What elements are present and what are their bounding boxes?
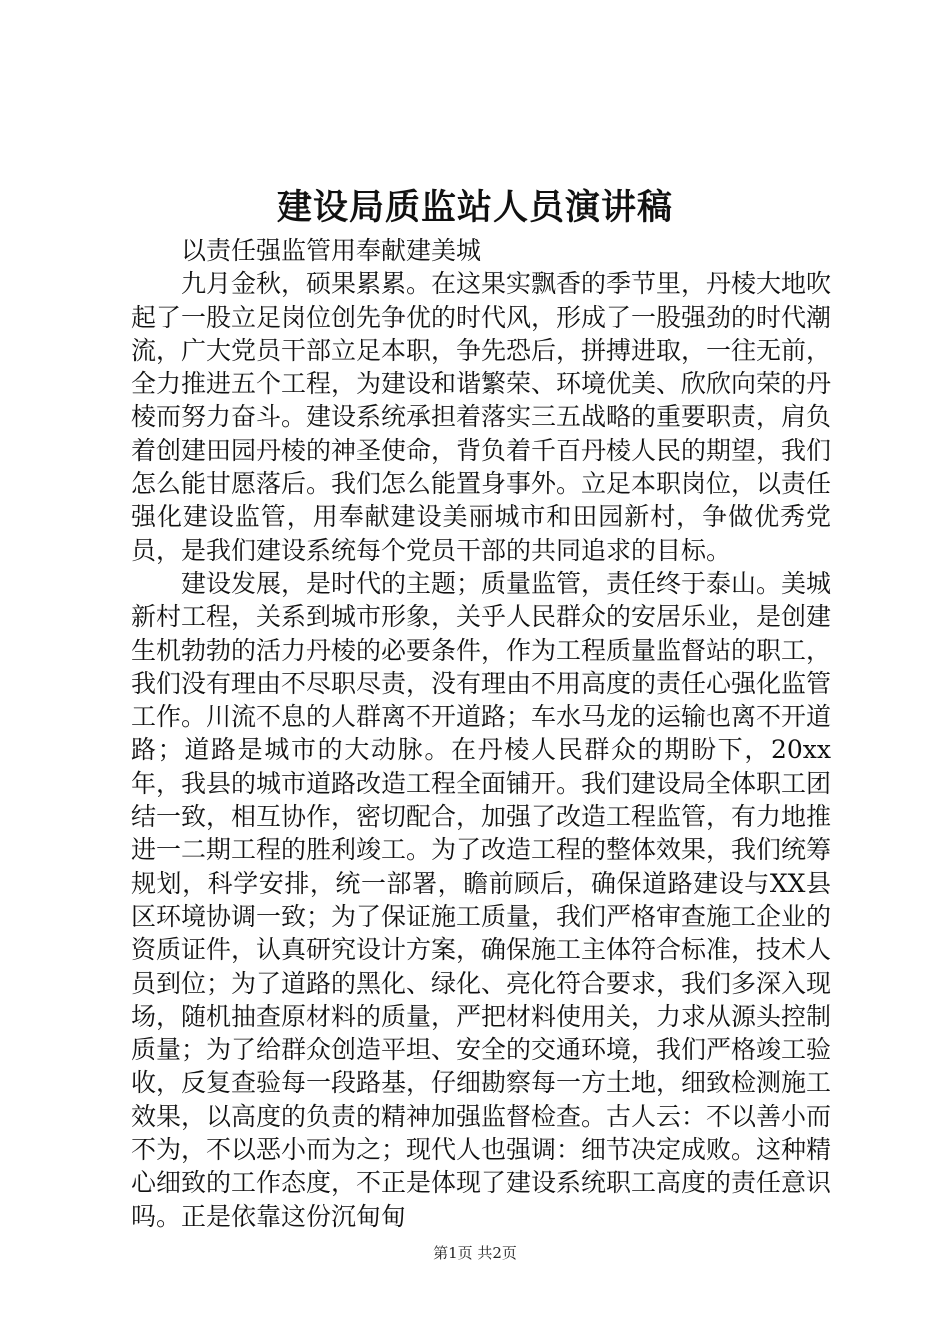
document-title: 建设局质监站人员演讲稿: [276, 188, 673, 228]
body-paragraph-1: 九月金秋，硕果累累。在这果实飘香的季节里，丹棱大地吹起了一股立足岗位创先争优的时代风，形成了一股强劲的时代潮流，广大党员干部立足本职，争先恐后，拼搏进取，一往无前，全力推进五个工程，为建设和谐繁荣、环境优美、欣欣向荣的丹棱而努力奋斗。建设系统承担着落实三五战略的重要职责，肩负着创建田园丹棱的神圣使命，背负着千百丹棱人民的期望，我们怎么能甘愿落后。我们怎么能置身事外。立足本职岗位，以责任强化建设监管，用奉献建设美丽城市和田园新村，争做优秀党员，是我们建设系统每个党员干部的共同追求的目标。: [131, 269, 832, 565]
subtitle-paragraph: 以责任强监管用奉献建美城: [181, 236, 482, 265]
document-body: [131, 234, 831, 1233]
body-paragraph-2: 建设发展，是时代的主题；质量监管，责任终于泰山。美城新村工程，关系到城市形象，关乎人民群众的安居乐业，是创建生机勃勃的活力丹棱的必要条件，作为工程质量监督站的职工，我们没有理由不尽职尽责，没有理由不用高度的责任心强化监管工作。川流不息的人群离不开道路；车水马龙的运输也离不开道路；道路是城市的大动脉。在丹棱人民群众的期盼下，20xx年，我县的城市道路改造工程全面铺开。我们建设局全体职工团结一致，相互协作，密切配合，加强了改造工程监管，有力地推进一二期工程的胜利竣工。为了改造工程的整体效果，我们统筹规划，科学安排，统一部署，瞻前顾后，确保道路建设与XX县区环境协调一致；为了保证施工质量，我们严格审查施工企业的资质证件，认真研究设计方案，确保施工主体符合标准，技术人员到位；为了道路的黑化、绿化、亮化符合要求，我们多深入现场，随机抽查原材料的质量，严把材料使用关，力求从源头控制质量；为了给群众创造平坦、安全的交通环境，我们严格竣工验收，反复查验每一段路基，仔细勘察每一方土地，细致检测施工效果，以高度的负责的精神加强监督检查。古人云：不以善小而不为，不以恶小而为之；现代人也强调：细节决定成败。这种精心细致的工作态度，不正是体现了建设系统职工高度的责任意识吗。正是依靠这份沉甸甸: [131, 568, 832, 1231]
page-number-footer: 第1页 共2页: [433, 1244, 517, 1262]
